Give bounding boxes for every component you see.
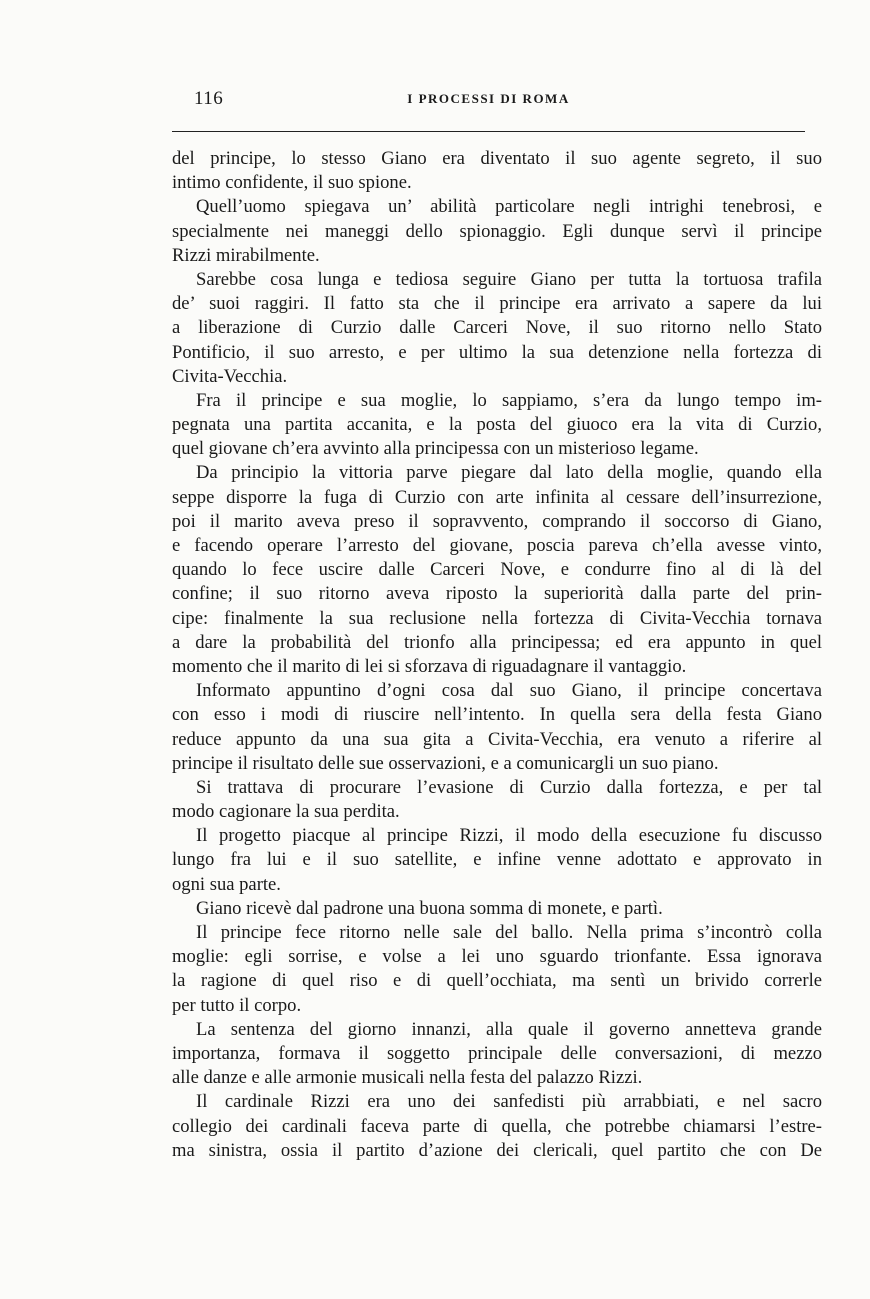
text-line: principe il risultato delle sue osservazioni, e a comunicargli un suo piano.: [172, 752, 719, 774]
text-line: modo cagionare la sua perdita.: [172, 801, 400, 823]
text-line: Quell’uomo spiegava un’ abilità particolare negli intrighi tenebrosi, e: [196, 196, 822, 218]
text-line: alle danze e alle armonie musicali nella festa del palazzo Rizzi.: [172, 1067, 643, 1089]
text-line: moglie: egli sorrise, e volse a lei uno sguardo trionfante. Essa ignorava: [172, 946, 822, 968]
page-number: 116: [194, 88, 224, 109]
text-line: ma sinistra, ossia il partito d’azione dei clericali, quel partito che con De: [172, 1139, 822, 1161]
text-line: Civita-Vecchia.: [172, 365, 288, 387]
running-title: I PROCESSI DI ROMA: [407, 91, 570, 106]
text-line: Da principio la vittoria parve piegare dal lato della moglie, quando ella: [196, 462, 822, 484]
text-line: a dare la probabilità del trionfo alla principessa; ed era appunto in quel: [172, 631, 822, 653]
text-line: specialmente nei maneggi dello spionaggio. Egli dunque servì il principe: [172, 220, 822, 242]
text-line: del principe, lo stesso Giano era diventato il suo agente segreto, il suo: [172, 148, 822, 169]
text-line: Informato appuntino d’ogni cosa dal suo Giano, il principe concertava: [196, 680, 822, 702]
text-line: Rizzi mirabilmente.: [172, 244, 320, 266]
text-line: Il cardinale Rizzi era uno dei sanfedisti più arrabbiati, e nel sacro: [196, 1091, 822, 1113]
text-line: con esso i modi di riuscire nell’intento. In quella sera della festa Giano: [172, 704, 822, 726]
text-line: seppe disporre la fuga di Curzio con arte infinita al cessare dell’insurrezione,: [172, 486, 822, 508]
text-line: per tutto il corpo.: [172, 994, 302, 1016]
header-rule: [172, 131, 805, 132]
text-line: Il principe fece ritorno nelle sale del ballo. Nella prima s’incontrò colla: [196, 922, 822, 943]
text-line: Fra il principe e sua moglie, lo sappiamo, s’era da lungo tempo im-: [196, 389, 822, 411]
text-line: collegio dei cardinali faceva parte di quella, che potrebbe chiamarsi l’estre-: [172, 1115, 822, 1137]
text-line: Si trattava di procurare l’evasione di Curzio dalla fortezza, e per tal: [196, 776, 822, 798]
text-line: Sarebbe cosa lunga e tediosa seguire Giano per tutta la tortuosa trafila: [196, 268, 822, 290]
text-line: a liberazione di Curzio dalle Carceri Nove, il suo ritorno nello Stato: [172, 317, 822, 339]
text-line: la ragione di quel riso e di quell’occhiata, ma sentì un brivido correrle: [172, 970, 822, 992]
text-line: poi il marito aveva preso il sopravvento, comprando il soccorso di Giano,: [172, 510, 822, 532]
body-text: [172, 147, 822, 1163]
text-line: confine; il suo ritorno aveva riposto la superiorità dalla parte del prin-: [172, 583, 822, 605]
text-line: momento che il marito di lei si sforzava di riguadagnare il vantaggio.: [172, 655, 687, 677]
text-line: quando lo fece uscire dalle Carceri Nove, e condurre fino al di là del: [172, 559, 822, 581]
text-line: de’ suoi raggiri. Il fatto sta che il principe era arrivato a sapere da lui: [172, 293, 822, 315]
text-line: pegnata una partita accanita, e la posta del giuoco era la vita di Curzio,: [172, 414, 822, 436]
text-line: e facendo operare l’arresto del giovane, poscia pareva ch’ella avesse vinto,: [172, 535, 822, 556]
text-line: ogni sua parte.: [172, 873, 281, 895]
text-line: intimo confidente, il suo spione.: [172, 172, 412, 194]
text-line: importanza, formava il soggetto principale delle conversazioni, di mezzo: [172, 1042, 822, 1064]
text-line: Pontificio, il suo arresto, e per ultimo la sua detenzione nella fortezza di: [172, 341, 822, 363]
text-line: reduce appunto da una sua gita a Civita-Vecchia, era venuto a riferire al: [172, 728, 822, 750]
text-line: Il progetto piacque al principe Rizzi, il modo della esecuzione fu discusso: [196, 825, 822, 847]
text-line: cipe: finalmente la sua reclusione nella fortezza di Civita-Vecchia tornava: [172, 607, 822, 629]
text-line: La sentenza del giorno innanzi, alla quale il governo annetteva grande: [196, 1018, 822, 1040]
text-line: Giano ricevè dal padrone una buona somma di monete, e partì.: [196, 897, 663, 919]
running-head: [172, 88, 805, 114]
text-line: lungo fra lui e il suo satellite, e infine venne adottato e approvato in: [172, 849, 822, 871]
text-line: quel giovane ch’era avvinto alla principessa con un misterioso legame.: [172, 438, 699, 460]
